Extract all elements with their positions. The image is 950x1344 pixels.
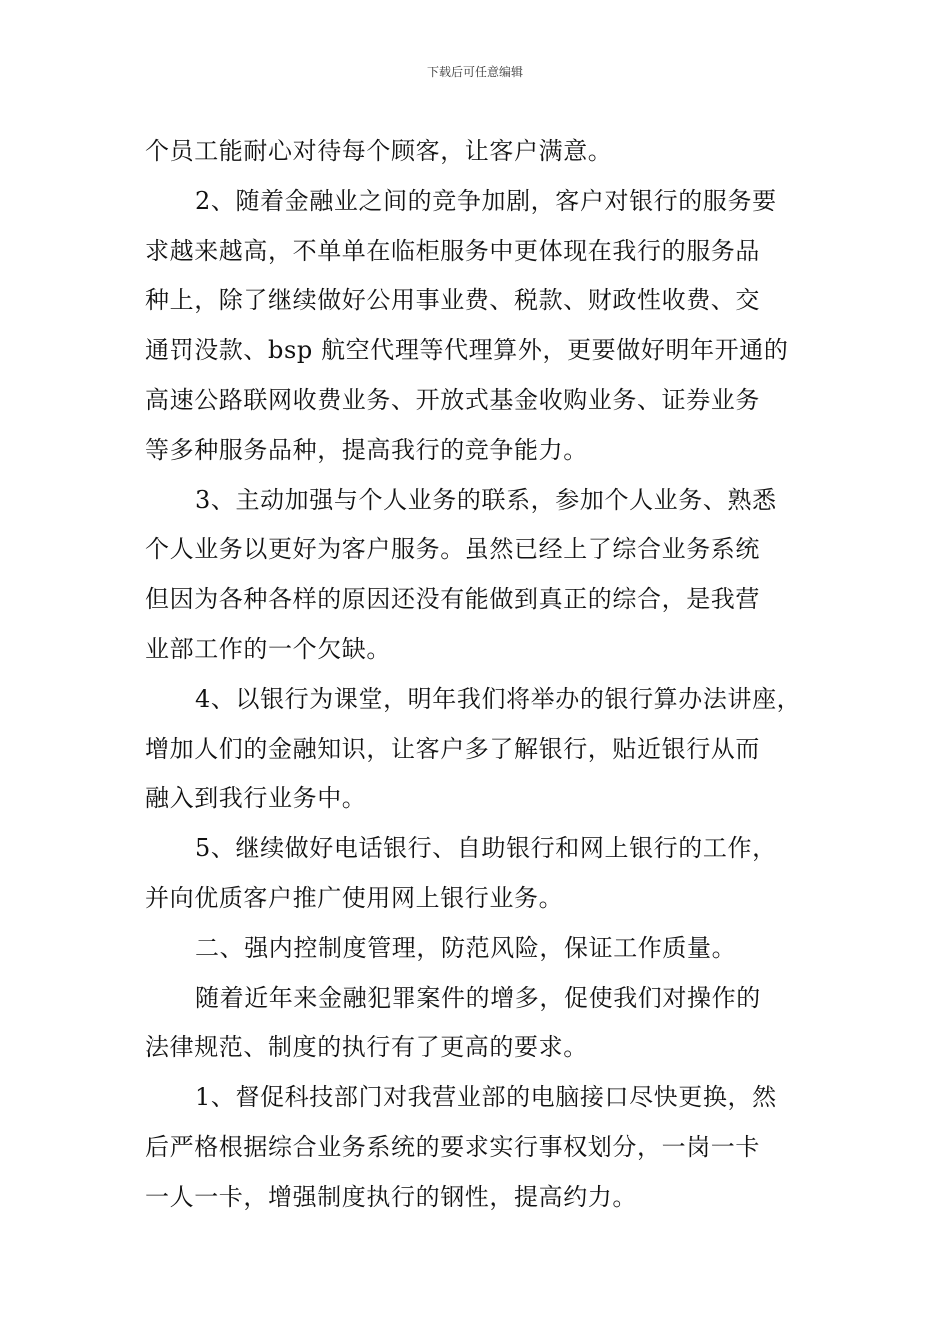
text-line: 个人业务以更好为客户服务。虽然已经上了综合业务系统: [145, 535, 760, 564]
page-header: 下载后可任意编辑: [426, 65, 523, 79]
text-line: 二、强内控制度管理，防范风险，保证工作质量。: [195, 933, 737, 962]
text-line: 通罚没款、bsp 航空代理等代理算外，更要做好明年开通的: [145, 336, 789, 365]
text-line: 业部工作的一个欠缺。: [145, 634, 391, 663]
text-line: 4、以银行为课堂，明年我们将举办的银行算办法讲座，: [195, 684, 802, 713]
text-line: 5、继续做好电话银行、自助银行和网上银行的工作，: [195, 834, 777, 863]
text-line: 增加人们的金融知识，让客户多了解银行，贴近银行从而: [145, 734, 760, 763]
text-line: 并向优质客户推广使用网上银行业务。: [145, 883, 564, 912]
text-line: 法律规范、制度的执行有了更高的要求。: [145, 1033, 588, 1062]
document-body: [145, 127, 835, 1223]
text-line: 求越来越高，不单单在临柜服务中更体现在我行的服务品: [145, 236, 760, 265]
text-line: 3、主动加强与个人业务的联系，参加个人业务、熟悉: [195, 485, 777, 514]
text-line: 等多种服务品种，提高我行的竞争能力。: [145, 435, 588, 464]
text-line: 个员工能耐心对待每个顾客，让客户满意。: [145, 137, 613, 165]
text-line: 后严格根据综合业务系统的要求实行事权划分，一岗一卡: [145, 1132, 760, 1161]
text-line: 一人一卡，增强制度执行的钢性，提高约力。: [145, 1182, 637, 1211]
text-line: 高速公路联网收费业务、开放式基金收购业务、证券业务: [145, 385, 760, 414]
text-line: 2、随着金融业之间的竞争加剧，客户对银行的服务要: [195, 186, 777, 215]
text-line: 但因为各种各样的原因还没有能做到真正的综合，是我营: [145, 585, 760, 614]
text-line: 融入到我行业务中。: [145, 784, 367, 813]
text-line: 随着近年来金融犯罪案件的增多，促使我们对操作的: [195, 983, 761, 1012]
text-line: 种上，除了继续做好公用事业费、税款、财政性收费、交: [145, 286, 760, 315]
text-line: 1、督促科技部门对我营业部的电脑接口尽快更换，然: [195, 1083, 777, 1112]
